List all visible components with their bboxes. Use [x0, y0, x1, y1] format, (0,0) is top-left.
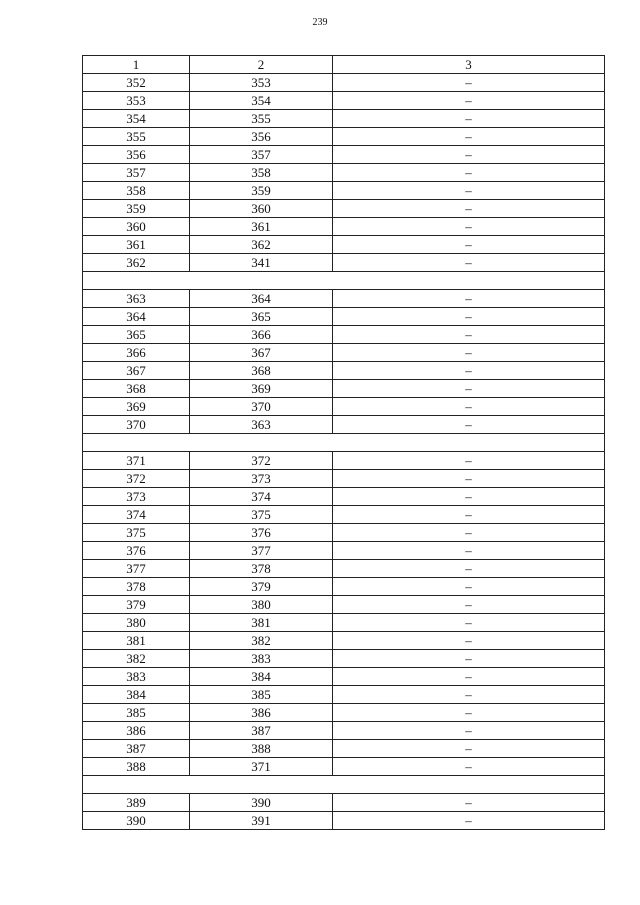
table-row [83, 686, 605, 704]
table-cell-col-3: – [333, 218, 605, 236]
table-row [83, 740, 605, 758]
table-cell-col-1: 385 [83, 704, 190, 722]
table-cell-col-2: 374 [190, 488, 333, 506]
table-row [83, 308, 605, 326]
table-cell-col-3: – [333, 74, 605, 92]
table-cell-col-2: 375 [190, 506, 333, 524]
table-cell-col-1: 374 [83, 506, 190, 524]
table-row [83, 794, 605, 812]
table-cell-col-3: – [333, 344, 605, 362]
table-row [83, 326, 605, 344]
separator-cell [83, 272, 605, 290]
table-cell-col-3: – [333, 524, 605, 542]
table-cell-col-2: 369 [190, 380, 333, 398]
table-row [83, 758, 605, 776]
table-row [83, 632, 605, 650]
table-row [83, 218, 605, 236]
table-cell-col-1: 354 [83, 110, 190, 128]
table-cell-col-3: – [333, 110, 605, 128]
column-header-2: 2 [190, 56, 333, 74]
table-cell-col-2: 365 [190, 308, 333, 326]
table-cell-col-2: 379 [190, 578, 333, 596]
table-row [83, 236, 605, 254]
table-cell-col-3: – [333, 488, 605, 506]
table-cell-col-1: 366 [83, 344, 190, 362]
table-cell-col-3: – [333, 164, 605, 182]
table-cell-col-3: – [333, 578, 605, 596]
table-body [83, 74, 605, 830]
separator-cell [83, 434, 605, 452]
table-cell-col-2: 373 [190, 470, 333, 488]
table-cell-col-1: 389 [83, 794, 190, 812]
table-cell-col-3: – [333, 596, 605, 614]
table-cell-col-3: – [333, 200, 605, 218]
table-cell-col-2: 364 [190, 290, 333, 308]
table-cell-col-1: 383 [83, 668, 190, 686]
table-cell-col-2: 391 [190, 812, 333, 830]
table-cell-col-1: 377 [83, 560, 190, 578]
table-cell-col-3: – [333, 722, 605, 740]
table-cell-col-1: 386 [83, 722, 190, 740]
table-cell-col-2: 353 [190, 74, 333, 92]
table-cell-col-1: 352 [83, 74, 190, 92]
table-cell-col-3: – [333, 704, 605, 722]
table-cell-col-2: 360 [190, 200, 333, 218]
table-cell-col-1: 368 [83, 380, 190, 398]
table-cell-col-2: 380 [190, 596, 333, 614]
table-cell-col-3: – [333, 812, 605, 830]
table-cell-col-2: 381 [190, 614, 333, 632]
table-cell-col-1: 381 [83, 632, 190, 650]
table-row [83, 362, 605, 380]
table-cell-col-1: 379 [83, 596, 190, 614]
table-cell-col-2: 354 [190, 92, 333, 110]
table-row [83, 812, 605, 830]
table-row [83, 344, 605, 362]
table-cell-col-1: 384 [83, 686, 190, 704]
table-cell-col-2: 355 [190, 110, 333, 128]
table-cell-col-1: 380 [83, 614, 190, 632]
table-row [83, 560, 605, 578]
table-cell-col-2: 384 [190, 668, 333, 686]
separator-row [83, 434, 605, 452]
table-cell-col-1: 362 [83, 254, 190, 272]
separator-cell [83, 776, 605, 794]
separator-row [83, 272, 605, 290]
table-cell-col-1: 390 [83, 812, 190, 830]
table-cell-col-1: 367 [83, 362, 190, 380]
table-row [83, 722, 605, 740]
table-cell-col-3: – [333, 380, 605, 398]
table-cell-col-2: 361 [190, 218, 333, 236]
table-row [83, 92, 605, 110]
table-row [83, 506, 605, 524]
table-cell-col-3: – [333, 128, 605, 146]
table-row [83, 488, 605, 506]
table-cell-col-2: 366 [190, 326, 333, 344]
table-cell-col-1: 387 [83, 740, 190, 758]
table-cell-col-2: 387 [190, 722, 333, 740]
table-cell-col-2: 341 [190, 254, 333, 272]
table-cell-col-3: – [333, 668, 605, 686]
table-cell-col-2: 356 [190, 128, 333, 146]
table-row [83, 380, 605, 398]
table-cell-col-1: 356 [83, 146, 190, 164]
table-row [83, 200, 605, 218]
table-row [83, 524, 605, 542]
table-row [83, 110, 605, 128]
table-cell-col-3: – [333, 542, 605, 560]
table-cell-col-3: – [333, 308, 605, 326]
table-cell-col-1: 357 [83, 164, 190, 182]
table-cell-col-2: 372 [190, 452, 333, 470]
table-row [83, 596, 605, 614]
table-cell-col-1: 372 [83, 470, 190, 488]
table-cell-col-2: 357 [190, 146, 333, 164]
table-row [83, 128, 605, 146]
table-cell-col-1: 382 [83, 650, 190, 668]
column-header-3: 3 [333, 56, 605, 74]
table-cell-col-2: 390 [190, 794, 333, 812]
table-cell-col-1: 373 [83, 488, 190, 506]
table-cell-col-3: – [333, 182, 605, 200]
table-cell-col-2: 362 [190, 236, 333, 254]
table-cell-col-3: – [333, 236, 605, 254]
table-cell-col-2: 367 [190, 344, 333, 362]
table-row [83, 470, 605, 488]
table-cell-col-2: 370 [190, 398, 333, 416]
table-row [83, 146, 605, 164]
table-cell-col-3: – [333, 740, 605, 758]
table-cell-col-1: 363 [83, 290, 190, 308]
table-cell-col-1: 365 [83, 326, 190, 344]
table-cell-col-1: 375 [83, 524, 190, 542]
separator-row [83, 776, 605, 794]
table-cell-col-3: – [333, 452, 605, 470]
table-cell-col-3: – [333, 92, 605, 110]
table-cell-col-3: – [333, 290, 605, 308]
table-cell-col-3: – [333, 758, 605, 776]
table-cell-col-1: 369 [83, 398, 190, 416]
table-row [83, 74, 605, 92]
table-cell-col-3: – [333, 506, 605, 524]
table-cell-col-1: 370 [83, 416, 190, 434]
column-header-1: 1 [83, 56, 190, 74]
table-cell-col-3: – [333, 614, 605, 632]
table-row [83, 452, 605, 470]
table-cell-col-3: – [333, 362, 605, 380]
table-row [83, 650, 605, 668]
table-cell-col-1: 359 [83, 200, 190, 218]
table-row [83, 704, 605, 722]
table-row [83, 668, 605, 686]
table-row [83, 578, 605, 596]
table-cell-col-1: 376 [83, 542, 190, 560]
table-row [83, 254, 605, 272]
table-cell-col-3: – [333, 146, 605, 164]
table-row [83, 416, 605, 434]
table-cell-col-2: 377 [190, 542, 333, 560]
table-cell-col-1: 378 [83, 578, 190, 596]
table-cell-col-2: 371 [190, 758, 333, 776]
table-cell-col-2: 359 [190, 182, 333, 200]
table-cell-col-3: – [333, 686, 605, 704]
page-number: 239 [312, 17, 328, 28]
table-row [83, 164, 605, 182]
table-cell-col-1: 361 [83, 236, 190, 254]
table-cell-col-1: 355 [83, 128, 190, 146]
table-row [83, 182, 605, 200]
table-cell-col-1: 371 [83, 452, 190, 470]
table-cell-col-1: 358 [83, 182, 190, 200]
table-cell-col-3: – [333, 560, 605, 578]
table-row [83, 290, 605, 308]
table-cell-col-3: – [333, 794, 605, 812]
table-row [83, 614, 605, 632]
table-cell-col-3: – [333, 254, 605, 272]
table-cell-col-3: – [333, 632, 605, 650]
table-cell-col-2: 388 [190, 740, 333, 758]
table-cell-col-3: – [333, 416, 605, 434]
table-cell-col-1: 388 [83, 758, 190, 776]
table-cell-col-1: 353 [83, 92, 190, 110]
table-cell-col-2: 386 [190, 704, 333, 722]
table-row [83, 542, 605, 560]
table-cell-col-1: 360 [83, 218, 190, 236]
table-cell-col-2: 378 [190, 560, 333, 578]
table-cell-col-3: – [333, 398, 605, 416]
table-row [83, 398, 605, 416]
table-cell-col-2: 383 [190, 650, 333, 668]
table-cell-col-3: – [333, 470, 605, 488]
table-cell-col-2: 358 [190, 164, 333, 182]
table-cell-col-2: 382 [190, 632, 333, 650]
table-cell-col-2: 368 [190, 362, 333, 380]
table-cell-col-3: – [333, 650, 605, 668]
table-cell-col-2: 363 [190, 416, 333, 434]
header-row [83, 56, 605, 74]
table-cell-col-1: 364 [83, 308, 190, 326]
data-table [82, 55, 605, 830]
table-cell-col-3: – [333, 326, 605, 344]
table-cell-col-2: 376 [190, 524, 333, 542]
table-cell-col-2: 385 [190, 686, 333, 704]
